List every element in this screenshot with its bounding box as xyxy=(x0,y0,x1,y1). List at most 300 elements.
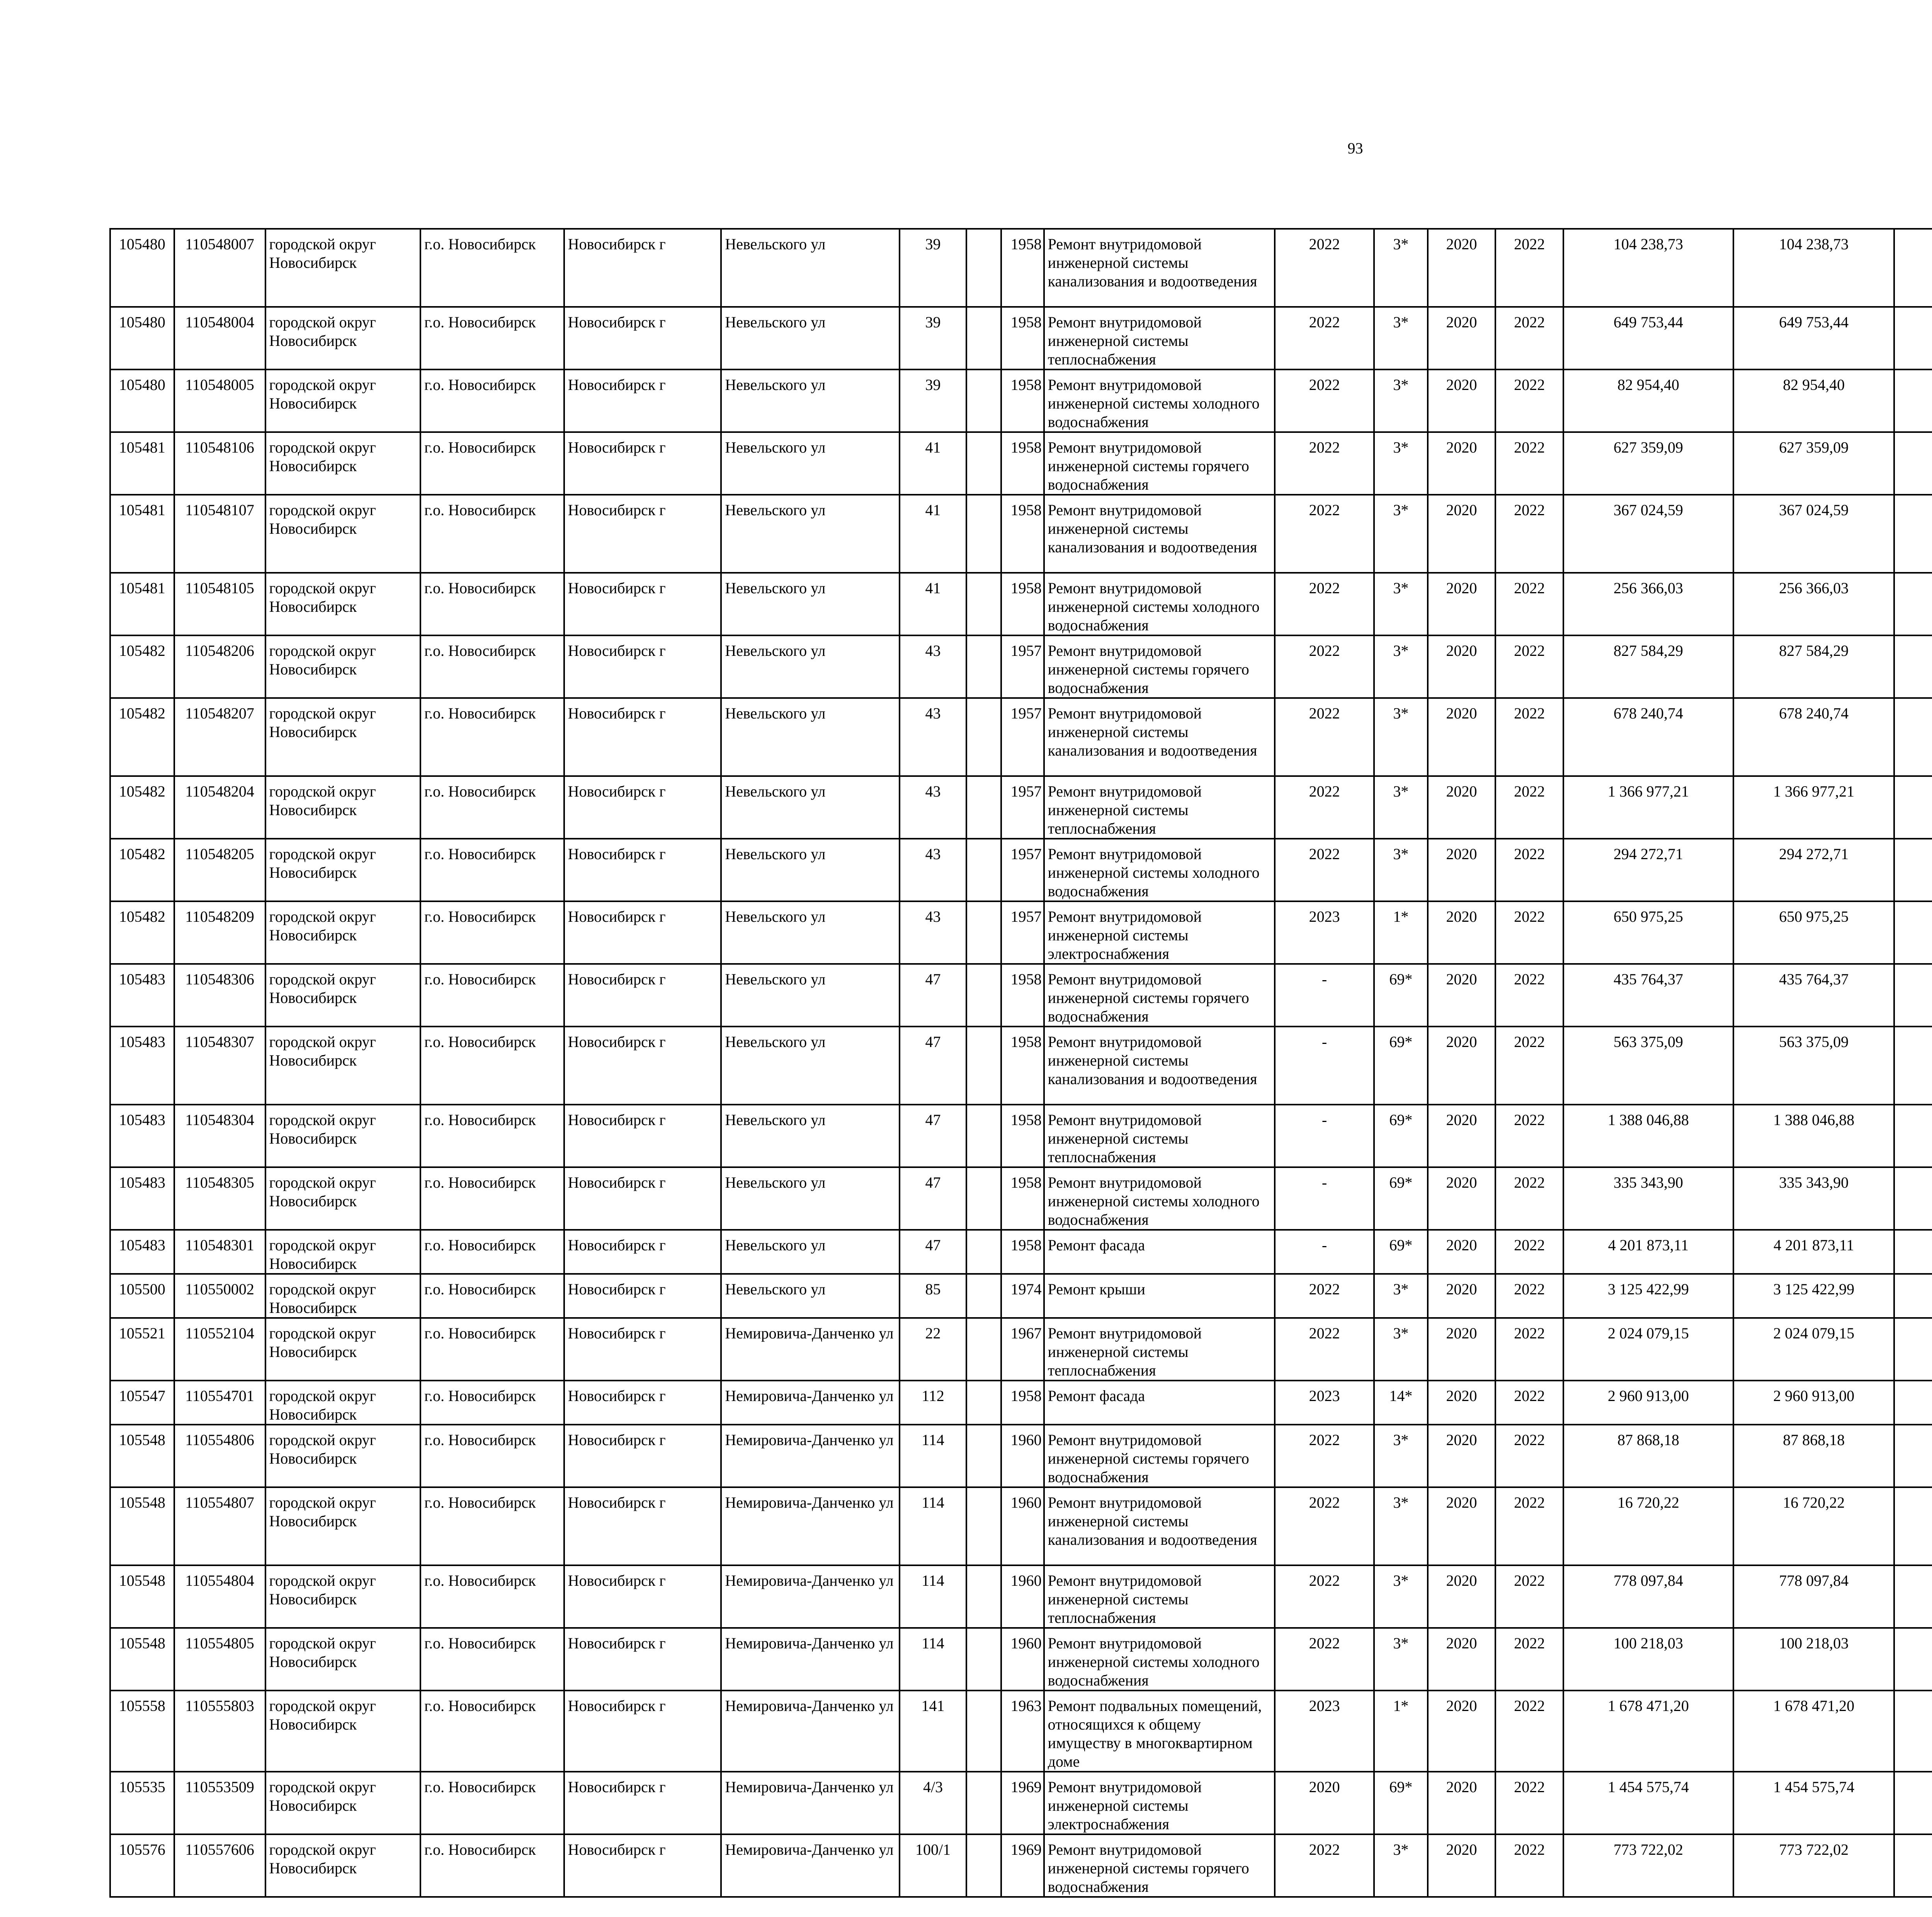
cell-work-type: Ремонт внутридомовой инженерной системы горячего водоснабжения xyxy=(1044,635,1275,698)
cell-house-letter xyxy=(966,698,1001,776)
cell-street: Невельского ул xyxy=(721,1230,900,1274)
cell-district: г.о. Новосибирск xyxy=(420,1167,564,1230)
table-row xyxy=(110,573,1932,635)
cell-house-letter xyxy=(966,573,1001,635)
cell-note-code: 3* xyxy=(1374,495,1428,573)
cell-build-year: 1958 xyxy=(1001,307,1044,369)
table-row xyxy=(110,432,1932,495)
cell-federal-funds xyxy=(1894,901,1932,964)
cell-house-number: 114 xyxy=(900,1565,966,1628)
cell-federal-funds xyxy=(1894,495,1932,573)
cell-city: Новосибирск г xyxy=(564,964,721,1027)
page-number: 93 xyxy=(1347,140,1363,157)
cell-federal-funds xyxy=(1894,1230,1932,1274)
cell-work-type: Ремонт внутридомовой инженерной системы теплоснабжения xyxy=(1044,307,1275,369)
cell-work-id: 110548107 xyxy=(174,495,265,573)
cell-city: Новосибирск г xyxy=(564,1274,721,1318)
cell-house-number: 39 xyxy=(900,369,966,432)
cell-municipality: городской округ Новосибирск xyxy=(265,1167,421,1230)
cell-municipality: городской округ Новосибирск xyxy=(265,1628,421,1691)
cell-city: Новосибирск г xyxy=(564,1691,721,1772)
cell-plan-year: 2022 xyxy=(1275,776,1374,839)
cell-house-letter xyxy=(966,1105,1001,1167)
cell-work-id: 110548304 xyxy=(174,1105,265,1167)
cell-period-start: 2020 xyxy=(1428,1027,1496,1105)
cell-note-code: 69* xyxy=(1374,1105,1428,1167)
cell-district: г.о. Новосибирск xyxy=(420,369,564,432)
cell-period-start: 2020 xyxy=(1428,964,1496,1027)
cell-house-letter xyxy=(966,1691,1001,1772)
cell-total-cost: 3 125 422,99 xyxy=(1563,1274,1733,1318)
cell-house-id: 105482 xyxy=(110,776,174,839)
cell-municipality: городской округ Новосибирск xyxy=(265,698,421,776)
cell-work-type: Ремонт внутридомовой инженерной системы горячего водоснабжения xyxy=(1044,1834,1275,1897)
cell-district: г.о. Новосибирск xyxy=(420,1425,564,1487)
cell-fund-cost: 1 366 977,21 xyxy=(1733,776,1895,839)
cell-period-end: 2022 xyxy=(1495,573,1563,635)
cell-district: г.о. Новосибирск xyxy=(420,307,564,369)
cell-work-id: 110554807 xyxy=(174,1487,265,1565)
cell-build-year: 1958 xyxy=(1001,573,1044,635)
cell-street: Немировича-Данченко ул xyxy=(721,1628,900,1691)
cell-fund-cost: 627 359,09 xyxy=(1733,432,1895,495)
cell-work-type: Ремонт внутридомовой инженерной системы холодного водоснабжения xyxy=(1044,573,1275,635)
cell-municipality: городской округ Новосибирск xyxy=(265,635,421,698)
cell-work-id: 110548007 xyxy=(174,229,265,307)
cell-fund-cost: 100 218,03 xyxy=(1733,1628,1895,1691)
cell-note-code: 69* xyxy=(1374,1230,1428,1274)
cell-municipality: городской округ Новосибирск xyxy=(265,964,421,1027)
cell-period-end: 2022 xyxy=(1495,495,1563,573)
cell-fund-cost: 335 343,90 xyxy=(1733,1167,1895,1230)
cell-municipality: городской округ Новосибирск xyxy=(265,1425,421,1487)
cell-total-cost: 87 868,18 xyxy=(1563,1425,1733,1487)
cell-work-type: Ремонт внутридомовой инженерной системы горячего водоснабжения xyxy=(1044,1425,1275,1487)
cell-total-cost: 827 584,29 xyxy=(1563,635,1733,698)
cell-period-start: 2020 xyxy=(1428,495,1496,573)
cell-house-letter xyxy=(966,1167,1001,1230)
cell-federal-funds xyxy=(1894,1167,1932,1230)
cell-street: Невельского ул xyxy=(721,229,900,307)
cell-house-id: 105483 xyxy=(110,1230,174,1274)
cell-work-id: 110553509 xyxy=(174,1772,265,1834)
capital-repair-table xyxy=(109,228,1932,1898)
table-row xyxy=(110,1105,1932,1167)
cell-note-code: 3* xyxy=(1374,1274,1428,1318)
cell-work-type: Ремонт внутридомовой инженерной системы теплоснабжения xyxy=(1044,1105,1275,1167)
cell-work-type: Ремонт фасада xyxy=(1044,1230,1275,1274)
cell-municipality: городской округ Новосибирск xyxy=(265,1230,421,1274)
cell-work-id: 110548307 xyxy=(174,1027,265,1105)
cell-plan-year: 2022 xyxy=(1275,1318,1374,1381)
cell-house-number: 114 xyxy=(900,1487,966,1565)
cell-city: Новосибирск г xyxy=(564,307,721,369)
cell-note-code: 3* xyxy=(1374,1487,1428,1565)
cell-district: г.о. Новосибирск xyxy=(420,1834,564,1897)
cell-district: г.о. Новосибирск xyxy=(420,1318,564,1381)
cell-district: г.о. Новосибирск xyxy=(420,776,564,839)
cell-house-letter xyxy=(966,432,1001,495)
cell-total-cost: 16 720,22 xyxy=(1563,1487,1733,1565)
cell-house-letter xyxy=(966,1565,1001,1628)
cell-house-letter xyxy=(966,1772,1001,1834)
cell-city: Новосибирск г xyxy=(564,1834,721,1897)
cell-total-cost: 1 366 977,21 xyxy=(1563,776,1733,839)
cell-city: Новосибирск г xyxy=(564,635,721,698)
cell-municipality: городской округ Новосибирск xyxy=(265,229,421,307)
cell-fund-cost: 563 375,09 xyxy=(1733,1027,1895,1105)
cell-period-end: 2022 xyxy=(1495,1230,1563,1274)
cell-federal-funds xyxy=(1894,432,1932,495)
cell-street: Невельского ул xyxy=(721,964,900,1027)
cell-district: г.о. Новосибирск xyxy=(420,432,564,495)
cell-plan-year: 2022 xyxy=(1275,307,1374,369)
cell-federal-funds xyxy=(1894,1691,1932,1772)
cell-house-id: 105481 xyxy=(110,432,174,495)
table-row xyxy=(110,1772,1932,1834)
cell-total-cost: 1 678 471,20 xyxy=(1563,1691,1733,1772)
cell-house-letter xyxy=(966,1425,1001,1487)
cell-period-end: 2022 xyxy=(1495,1318,1563,1381)
cell-city: Новосибирск г xyxy=(564,1381,721,1425)
cell-period-end: 2022 xyxy=(1495,1565,1563,1628)
cell-build-year: 1957 xyxy=(1001,839,1044,901)
cell-total-cost: 650 975,25 xyxy=(1563,901,1733,964)
cell-municipality: городской округ Новосибирск xyxy=(265,307,421,369)
cell-period-end: 2022 xyxy=(1495,901,1563,964)
cell-house-number: 47 xyxy=(900,1230,966,1274)
cell-period-end: 2022 xyxy=(1495,839,1563,901)
cell-house-number: 41 xyxy=(900,573,966,635)
cell-build-year: 1963 xyxy=(1001,1691,1044,1772)
cell-house-letter xyxy=(966,495,1001,573)
table-row xyxy=(110,1274,1932,1318)
cell-fund-cost: 827 584,29 xyxy=(1733,635,1895,698)
cell-plan-year: 2023 xyxy=(1275,901,1374,964)
table-row xyxy=(110,229,1932,307)
cell-build-year: 1967 xyxy=(1001,1318,1044,1381)
cell-district: г.о. Новосибирск xyxy=(420,1230,564,1274)
cell-house-number: 47 xyxy=(900,1105,966,1167)
cell-house-number: 39 xyxy=(900,229,966,307)
cell-build-year: 1957 xyxy=(1001,901,1044,964)
cell-municipality: городской округ Новосибирск xyxy=(265,1105,421,1167)
cell-house-id: 105548 xyxy=(110,1425,174,1487)
cell-city: Новосибирск г xyxy=(564,1425,721,1487)
cell-total-cost: 256 366,03 xyxy=(1563,573,1733,635)
cell-note-code: 3* xyxy=(1374,1628,1428,1691)
cell-total-cost: 335 343,90 xyxy=(1563,1167,1733,1230)
cell-note-code: 3* xyxy=(1374,1318,1428,1381)
cell-street: Невельского ул xyxy=(721,432,900,495)
cell-municipality: городской округ Новосибирск xyxy=(265,1772,421,1834)
cell-build-year: 1958 xyxy=(1001,1105,1044,1167)
cell-period-end: 2022 xyxy=(1495,307,1563,369)
cell-fund-cost: 256 366,03 xyxy=(1733,573,1895,635)
cell-total-cost: 1 454 575,74 xyxy=(1563,1772,1733,1834)
cell-note-code: 1* xyxy=(1374,901,1428,964)
cell-house-letter xyxy=(966,776,1001,839)
cell-period-end: 2022 xyxy=(1495,229,1563,307)
cell-work-id: 110557606 xyxy=(174,1834,265,1897)
cell-build-year: 1958 xyxy=(1001,1167,1044,1230)
cell-municipality: городской округ Новосибирск xyxy=(265,495,421,573)
cell-municipality: городской округ Новосибирск xyxy=(265,1487,421,1565)
cell-street: Невельского ул xyxy=(721,1027,900,1105)
cell-municipality: городской округ Новосибирск xyxy=(265,432,421,495)
cell-build-year: 1958 xyxy=(1001,369,1044,432)
cell-district: г.о. Новосибирск xyxy=(420,495,564,573)
cell-house-number: 43 xyxy=(900,776,966,839)
cell-house-number: 114 xyxy=(900,1628,966,1691)
table-body xyxy=(110,229,1932,1897)
cell-period-end: 2022 xyxy=(1495,776,1563,839)
cell-plan-year: 2022 xyxy=(1275,1834,1374,1897)
cell-note-code: 1* xyxy=(1374,1691,1428,1772)
cell-work-type: Ремонт подвальных помещений, относящихся к общему имуществу в многоквартирном доме xyxy=(1044,1691,1275,1772)
cell-district: г.о. Новосибирск xyxy=(420,635,564,698)
cell-district: г.о. Новосибирск xyxy=(420,1691,564,1772)
cell-municipality: городской округ Новосибирск xyxy=(265,839,421,901)
cell-street: Невельского ул xyxy=(721,1167,900,1230)
table-row xyxy=(110,1230,1932,1274)
table-row xyxy=(110,1691,1932,1772)
cell-house-number: 47 xyxy=(900,964,966,1027)
cell-house-letter xyxy=(966,1230,1001,1274)
cell-work-id: 110554805 xyxy=(174,1628,265,1691)
cell-district: г.о. Новосибирск xyxy=(420,1105,564,1167)
cell-period-start: 2020 xyxy=(1428,573,1496,635)
cell-federal-funds xyxy=(1894,1318,1932,1381)
cell-note-code: 3* xyxy=(1374,573,1428,635)
cell-house-id: 105521 xyxy=(110,1318,174,1381)
cell-city: Новосибирск г xyxy=(564,901,721,964)
cell-house-id: 105548 xyxy=(110,1628,174,1691)
cell-street: Невельского ул xyxy=(721,307,900,369)
cell-district: г.о. Новосибирск xyxy=(420,1381,564,1425)
cell-federal-funds xyxy=(1894,229,1932,307)
cell-street: Немировича-Данченко ул xyxy=(721,1425,900,1487)
cell-work-type: Ремонт внутридомовой инженерной системы канализования и водоотведения xyxy=(1044,229,1275,307)
cell-work-type: Ремонт внутридомовой инженерной системы теплоснабжения xyxy=(1044,776,1275,839)
cell-street: Невельского ул xyxy=(721,1274,900,1318)
cell-house-letter xyxy=(966,229,1001,307)
cell-street: Невельского ул xyxy=(721,776,900,839)
table-row xyxy=(110,495,1932,573)
cell-federal-funds xyxy=(1894,776,1932,839)
cell-house-id: 105500 xyxy=(110,1274,174,1318)
cell-house-letter xyxy=(966,369,1001,432)
cell-house-number: 41 xyxy=(900,432,966,495)
cell-period-start: 2020 xyxy=(1428,776,1496,839)
cell-plan-year: - xyxy=(1275,964,1374,1027)
cell-house-id: 105481 xyxy=(110,495,174,573)
cell-city: Новосибирск г xyxy=(564,369,721,432)
cell-note-code: 3* xyxy=(1374,776,1428,839)
cell-house-number: 39 xyxy=(900,307,966,369)
cell-build-year: 1974 xyxy=(1001,1274,1044,1318)
cell-municipality: городской округ Новосибирск xyxy=(265,1274,421,1318)
cell-total-cost: 627 359,09 xyxy=(1563,432,1733,495)
cell-street: Немировича-Данченко ул xyxy=(721,1565,900,1628)
cell-house-id: 105547 xyxy=(110,1381,174,1425)
cell-district: г.о. Новосибирск xyxy=(420,964,564,1027)
cell-total-cost: 104 238,73 xyxy=(1563,229,1733,307)
cell-district: г.о. Новосибирск xyxy=(420,839,564,901)
cell-work-type: Ремонт внутридомовой инженерной системы электроснабжения xyxy=(1044,901,1275,964)
table-row xyxy=(110,964,1932,1027)
cell-street: Невельского ул xyxy=(721,635,900,698)
cell-period-end: 2022 xyxy=(1495,432,1563,495)
cell-city: Новосибирск г xyxy=(564,1230,721,1274)
cell-house-id: 105482 xyxy=(110,901,174,964)
cell-build-year: 1958 xyxy=(1001,1381,1044,1425)
cell-fund-cost: 16 720,22 xyxy=(1733,1487,1895,1565)
table-row xyxy=(110,635,1932,698)
cell-build-year: 1957 xyxy=(1001,776,1044,839)
cell-plan-year: 2022 xyxy=(1275,369,1374,432)
cell-municipality: городской округ Новосибирск xyxy=(265,1834,421,1897)
cell-build-year: 1958 xyxy=(1001,1230,1044,1274)
cell-house-id: 105480 xyxy=(110,307,174,369)
cell-period-start: 2020 xyxy=(1428,1834,1496,1897)
cell-fund-cost: 773 722,02 xyxy=(1733,1834,1895,1897)
cell-work-id: 110548204 xyxy=(174,776,265,839)
cell-period-end: 2022 xyxy=(1495,1772,1563,1834)
cell-city: Новосибирск г xyxy=(564,1487,721,1565)
cell-period-start: 2020 xyxy=(1428,1105,1496,1167)
cell-federal-funds xyxy=(1894,1772,1932,1834)
cell-plan-year: 2022 xyxy=(1275,839,1374,901)
table-row xyxy=(110,1628,1932,1691)
cell-house-id: 105483 xyxy=(110,964,174,1027)
cell-house-letter xyxy=(966,1274,1001,1318)
cell-work-type: Ремонт внутридомовой инженерной системы горячего водоснабжения xyxy=(1044,432,1275,495)
cell-note-code: 69* xyxy=(1374,964,1428,1027)
cell-fund-cost: 367 024,59 xyxy=(1733,495,1895,573)
cell-work-id: 110554804 xyxy=(174,1565,265,1628)
cell-house-number: 100/1 xyxy=(900,1834,966,1897)
cell-period-start: 2020 xyxy=(1428,369,1496,432)
cell-work-type: Ремонт крыши xyxy=(1044,1274,1275,1318)
table-row xyxy=(110,1834,1932,1897)
cell-work-id: 110548305 xyxy=(174,1167,265,1230)
cell-period-end: 2022 xyxy=(1495,1381,1563,1425)
table-row xyxy=(110,1318,1932,1381)
cell-period-start: 2020 xyxy=(1428,901,1496,964)
table-row xyxy=(110,776,1932,839)
cell-city: Новосибирск г xyxy=(564,229,721,307)
cell-district: г.о. Новосибирск xyxy=(420,901,564,964)
cell-build-year: 1969 xyxy=(1001,1834,1044,1897)
cell-total-cost: 367 024,59 xyxy=(1563,495,1733,573)
cell-fund-cost: 82 954,40 xyxy=(1733,369,1895,432)
cell-municipality: городской округ Новосибирск xyxy=(265,776,421,839)
cell-period-end: 2022 xyxy=(1495,1425,1563,1487)
cell-city: Новосибирск г xyxy=(564,573,721,635)
cell-period-start: 2020 xyxy=(1428,635,1496,698)
cell-house-number: 141 xyxy=(900,1691,966,1772)
cell-street: Немировича-Данченко ул xyxy=(721,1487,900,1565)
cell-city: Новосибирск г xyxy=(564,1027,721,1105)
cell-house-id: 105548 xyxy=(110,1487,174,1565)
cell-house-id: 105482 xyxy=(110,839,174,901)
cell-municipality: городской округ Новосибирск xyxy=(265,901,421,964)
cell-plan-year: 2022 xyxy=(1275,229,1374,307)
cell-period-start: 2020 xyxy=(1428,1381,1496,1425)
cell-federal-funds xyxy=(1894,698,1932,776)
cell-plan-year: 2022 xyxy=(1275,1274,1374,1318)
cell-municipality: городской округ Новосибирск xyxy=(265,1027,421,1105)
cell-total-cost: 678 240,74 xyxy=(1563,698,1733,776)
cell-municipality: городской округ Новосибирск xyxy=(265,1565,421,1628)
table-row xyxy=(110,307,1932,369)
cell-work-type: Ремонт внутридомовой инженерной системы электроснабжения xyxy=(1044,1772,1275,1834)
cell-federal-funds xyxy=(1894,573,1932,635)
cell-work-type: Ремонт внутридомовой инженерной системы теплоснабжения xyxy=(1044,1318,1275,1381)
cell-house-letter xyxy=(966,1834,1001,1897)
cell-federal-funds xyxy=(1894,635,1932,698)
cell-house-number: 41 xyxy=(900,495,966,573)
cell-street: Невельского ул xyxy=(721,839,900,901)
cell-build-year: 1960 xyxy=(1001,1487,1044,1565)
cell-work-id: 110548004 xyxy=(174,307,265,369)
cell-city: Новосибирск г xyxy=(564,495,721,573)
cell-plan-year: 2022 xyxy=(1275,432,1374,495)
cell-work-id: 110554806 xyxy=(174,1425,265,1487)
cell-build-year: 1960 xyxy=(1001,1628,1044,1691)
cell-city: Новосибирск г xyxy=(564,1167,721,1230)
cell-plan-year: - xyxy=(1275,1167,1374,1230)
cell-district: г.о. Новосибирск xyxy=(420,1274,564,1318)
cell-work-id: 110548301 xyxy=(174,1230,265,1274)
cell-note-code: 3* xyxy=(1374,307,1428,369)
cell-build-year: 1960 xyxy=(1001,1565,1044,1628)
cell-federal-funds xyxy=(1894,1834,1932,1897)
cell-period-end: 2022 xyxy=(1495,1274,1563,1318)
cell-street: Немировича-Данченко ул xyxy=(721,1772,900,1834)
cell-house-id: 105483 xyxy=(110,1167,174,1230)
cell-house-number: 85 xyxy=(900,1274,966,1318)
cell-house-number: 43 xyxy=(900,698,966,776)
cell-period-end: 2022 xyxy=(1495,369,1563,432)
cell-street: Невельского ул xyxy=(721,698,900,776)
cell-note-code: 3* xyxy=(1374,698,1428,776)
cell-period-start: 2020 xyxy=(1428,229,1496,307)
cell-fund-cost: 1 388 046,88 xyxy=(1733,1105,1895,1167)
cell-house-number: 47 xyxy=(900,1027,966,1105)
cell-fund-cost: 87 868,18 xyxy=(1733,1425,1895,1487)
cell-work-type: Ремонт внутридомовой инженерной системы холодного водоснабжения xyxy=(1044,1167,1275,1230)
cell-total-cost: 435 764,37 xyxy=(1563,964,1733,1027)
cell-note-code: 14* xyxy=(1374,1381,1428,1425)
cell-total-cost: 649 753,44 xyxy=(1563,307,1733,369)
cell-plan-year: 2022 xyxy=(1275,698,1374,776)
cell-period-start: 2020 xyxy=(1428,1318,1496,1381)
cell-work-type: Ремонт внутридомовой инженерной системы канализования и водоотведения xyxy=(1044,495,1275,573)
cell-house-id: 105481 xyxy=(110,573,174,635)
cell-city: Новосибирск г xyxy=(564,1772,721,1834)
cell-house-letter xyxy=(966,839,1001,901)
cell-total-cost: 82 954,40 xyxy=(1563,369,1733,432)
cell-period-start: 2020 xyxy=(1428,1565,1496,1628)
cell-house-letter xyxy=(966,964,1001,1027)
table-row xyxy=(110,369,1932,432)
cell-work-type: Ремонт внутридомовой инженерной системы горячего водоснабжения xyxy=(1044,964,1275,1027)
cell-district: г.о. Новосибирск xyxy=(420,1487,564,1565)
cell-work-id: 110548306 xyxy=(174,964,265,1027)
cell-note-code: 3* xyxy=(1374,432,1428,495)
